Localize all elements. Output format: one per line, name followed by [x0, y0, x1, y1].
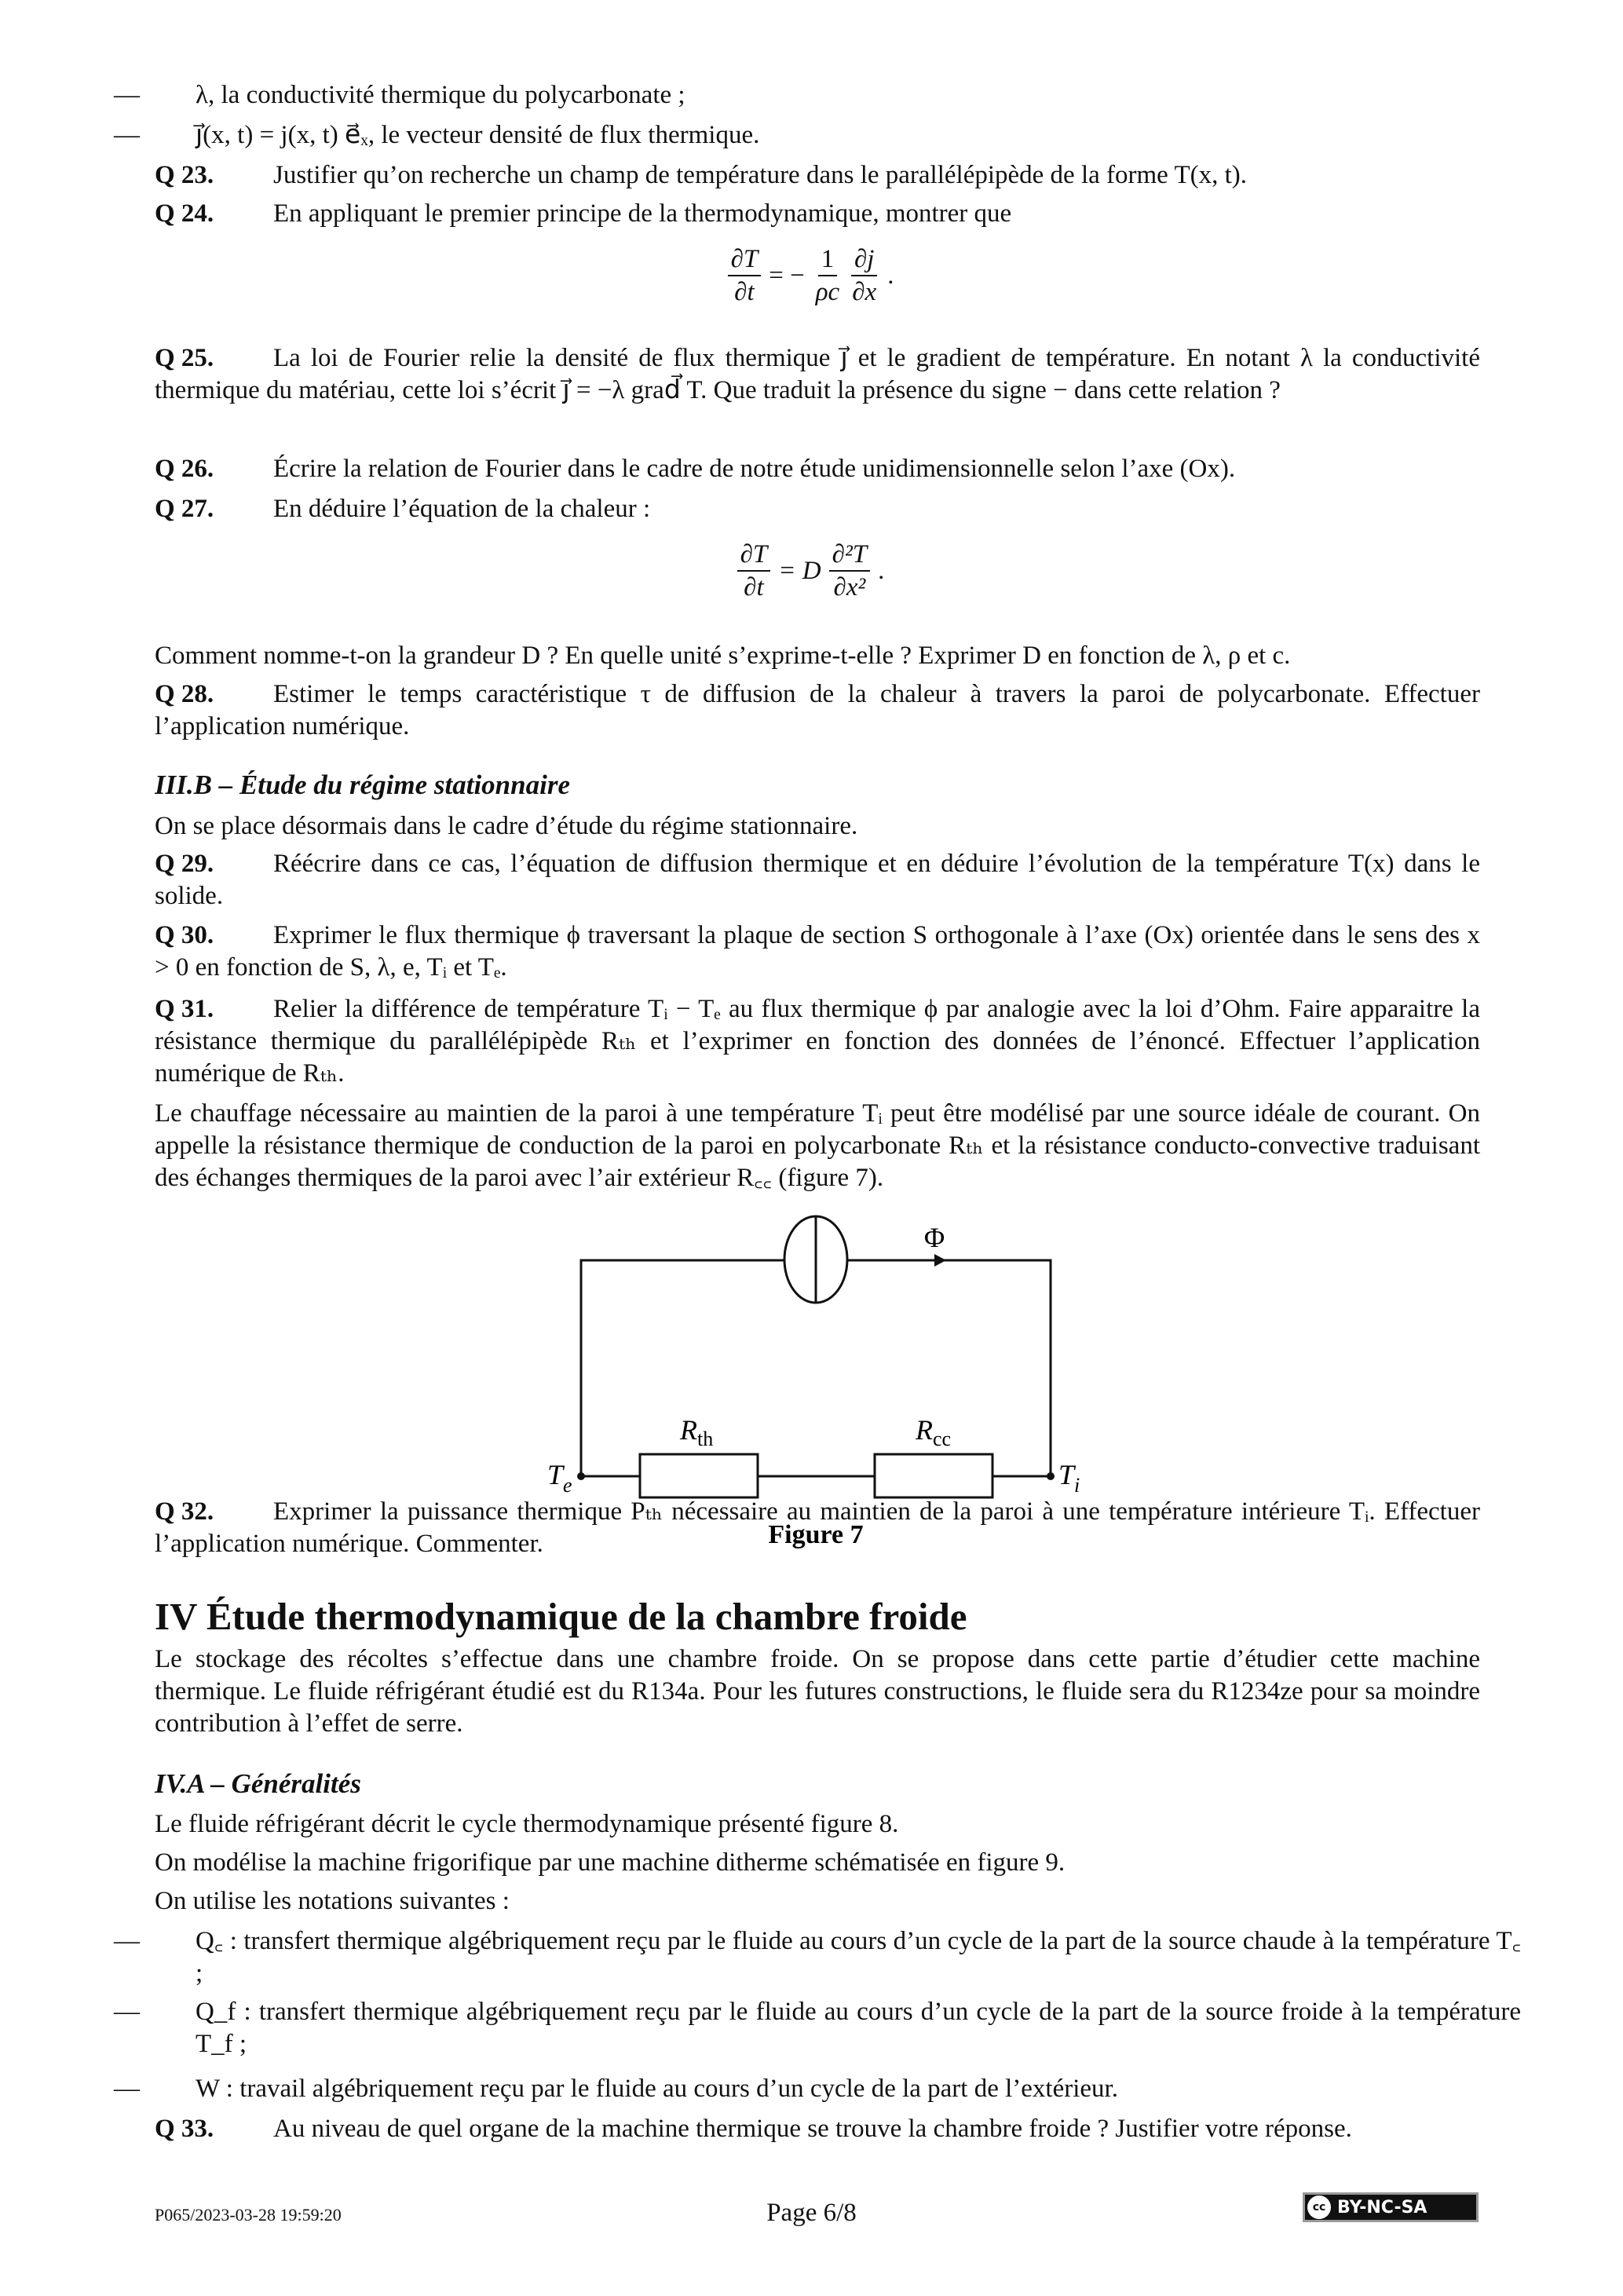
- rth-symbol: R: [680, 1414, 697, 1446]
- rcc-subscript: cc: [933, 1428, 952, 1450]
- bullet-qc: — Q꜀ : transfert thermique algébriquement reçu par le fluide au cours d’un cycle de la part de la source chaude à la température T꜀ ;: [114, 1927, 1521, 1987]
- section-4-intro: Le stockage des récoltes s’effectue dans une chambre froide. On se propose dans cette partie d’étudier cette machine thermique. Le fluide réfrigérant étudié est du R134a. Pour les futures constructions, le fluide sera du R1234ze pour sa moindre contribution à l’effet de serre.: [155, 1645, 1480, 1738]
- rth-subscript: th: [697, 1428, 714, 1450]
- question-33: Q 33. Au niveau de quel organe de la machine thermique se trouve la chambre froide ? Justifier votre réponse.: [155, 2115, 1352, 2143]
- resistor-rth: [640, 1454, 758, 1497]
- subsection-heading-4a: IV.A – Généralités: [155, 1768, 361, 1799]
- bullet-flux-density: — j⃗(x, t) = j(x, t) e⃗ₓ, le vecteur densité de flux thermique.: [114, 121, 760, 149]
- ti-symbol: T: [1058, 1459, 1075, 1490]
- te-subscript: e: [563, 1474, 572, 1497]
- question-26: Q 26. Écrire la relation de Fourier dans le cadre de notre étude unidimensionnelle selon l’axe (Ox).: [155, 455, 1236, 483]
- rcc-label: [915, 1414, 951, 1450]
- cc-license-badge: [1303, 2192, 1479, 2222]
- paragraph-model: On modélise la machine frigorifique par une machine ditherme schématisée en figure 9.: [155, 1848, 1066, 1877]
- flux-label: Φ: [923, 1222, 945, 1253]
- section-heading-4: IV Étude thermodynamique de la chambre froide: [155, 1595, 967, 1638]
- question-24: Q 24. En appliquant le premier principe de la thermodynamique, montrer que: [155, 199, 1012, 228]
- te-symbol: T: [547, 1459, 564, 1490]
- equation-heat: $\frac{\partial T}{\partial t}$ = D $\frac{\text{∂²T}}{\text{∂x²}}$ .: [0, 539, 1623, 603]
- question-29: Q 29. Réécrire dans ce cas, l’équation de diffusion thermique et en déduire l’évolution de la température T(x) dans le solide.: [155, 850, 1480, 910]
- bullet-qf: — Q_f : transfert thermique algébriquement reçu par le fluide au cours d’un cycle de la part de la source froide à la température T_f ;: [114, 1998, 1521, 2058]
- heating-model-paragraph: Le chauffage nécessaire au maintien de la paroi à une température Tᵢ peut être modélisé par une source idéale de courant. On appelle la résistance thermique de conduction de la paroi en polycarbonate Rₜₕ et la résistance conducto-convective traduisant des échanges thermiques de la paroi avec l’air extérieur R꜀꜀ (figure 7).: [155, 1099, 1480, 1192]
- node-te: [577, 1472, 585, 1480]
- bullet-lambda: — λ, la conductivité thermique du polycarbonate ;: [114, 81, 685, 109]
- node-ti: [1047, 1472, 1055, 1480]
- resistor-rcc: [875, 1454, 992, 1497]
- equation-energy-balance: $\frac{\partial T}{\partial t}$ = − $\frac{1}{\rho c}$ $\frac{\partial j}{\partial x}$ .: [0, 243, 1623, 308]
- license-label: BY-NC-SA: [1337, 2197, 1427, 2217]
- question-32: Q 32. Exprimer la puissance thermique Pₜₕ nécessaire au maintien de la paroi à une température intérieure Tᵢ. Effectuer l’application numérique. Commenter.: [155, 1497, 1480, 1558]
- question-25: Q 25. La loi de Fourier relie la densité de flux thermique j⃗ et le gradient de température. En notant λ la conductivité thermique du matériau, cette loi s’écrit j⃗ = −λ grad⃗ T. Que traduit la présence du signe − dans cette relation ?: [155, 344, 1480, 404]
- flux-arrow-icon: [934, 1254, 946, 1267]
- question-30: Q 30. Exprimer le flux thermique ϕ traversant la plaque de section S orthogonale à l’axe (Ox) orientée dans le sens des x > 0 en fonction de S, λ, e, Tᵢ et Tₑ.: [155, 921, 1480, 982]
- ti-label: [1058, 1459, 1080, 1497]
- question-27-followup: Comment nomme-t-on la grandeur D ? En quelle unité s’exprime-t-elle ? Exprimer D en fonction de λ, ρ et c.: [155, 642, 1291, 670]
- footer-page-number: Page 6/8: [766, 2199, 857, 2227]
- ti-subscript: i: [1074, 1474, 1080, 1497]
- paragraph-notations: On utilise les notations suivantes :: [155, 1887, 510, 1915]
- section-3b-intro: On se place désormais dans le cadre d’étude du régime stationnaire.: [155, 812, 858, 840]
- bullet-w: — W : travail algébriquement reçu par le fluide au cours d’un cycle de la part de l’extérieur.: [114, 2075, 1118, 2103]
- rth-label: [679, 1414, 713, 1450]
- question-28: Q 28. Estimer le temps caractéristique τ de diffusion de la chaleur à travers la paroi de polycarbonate. Effectuer l’application numérique.: [155, 680, 1480, 740]
- paragraph-cycle: Le fluide réfrigérant décrit le cycle thermodynamique présenté figure 8.: [155, 1810, 899, 1838]
- question-31: Q 31. Relier la différence de température Tᵢ − Tₑ au flux thermique ϕ par analogie avec la loi d’Ohm. Faire apparaitre la résistance thermique du parallélépipède Rₜₕ et l’exprimer en fonction des données de l’énoncé. Effectuer l’application numérique de Rₜₕ.: [155, 995, 1480, 1088]
- cc-icon: cc: [1307, 2195, 1331, 2219]
- figure-7-caption: Figure 7: [768, 1520, 864, 1549]
- rcc-symbol: R: [916, 1414, 933, 1446]
- footer-document-code: P065/2023-03-28 19:59:20: [155, 2205, 342, 2225]
- section-heading-3b: III.B – Étude du régime stationnaire: [155, 770, 570, 800]
- question-27: Q 27. En déduire l’équation de la chaleur :: [155, 495, 651, 523]
- te-label: [547, 1459, 572, 1497]
- question-23: Q 23. Justifier qu’on recherche un champ de température dans le parallélépipède de la forme T(x, t).: [155, 161, 1248, 189]
